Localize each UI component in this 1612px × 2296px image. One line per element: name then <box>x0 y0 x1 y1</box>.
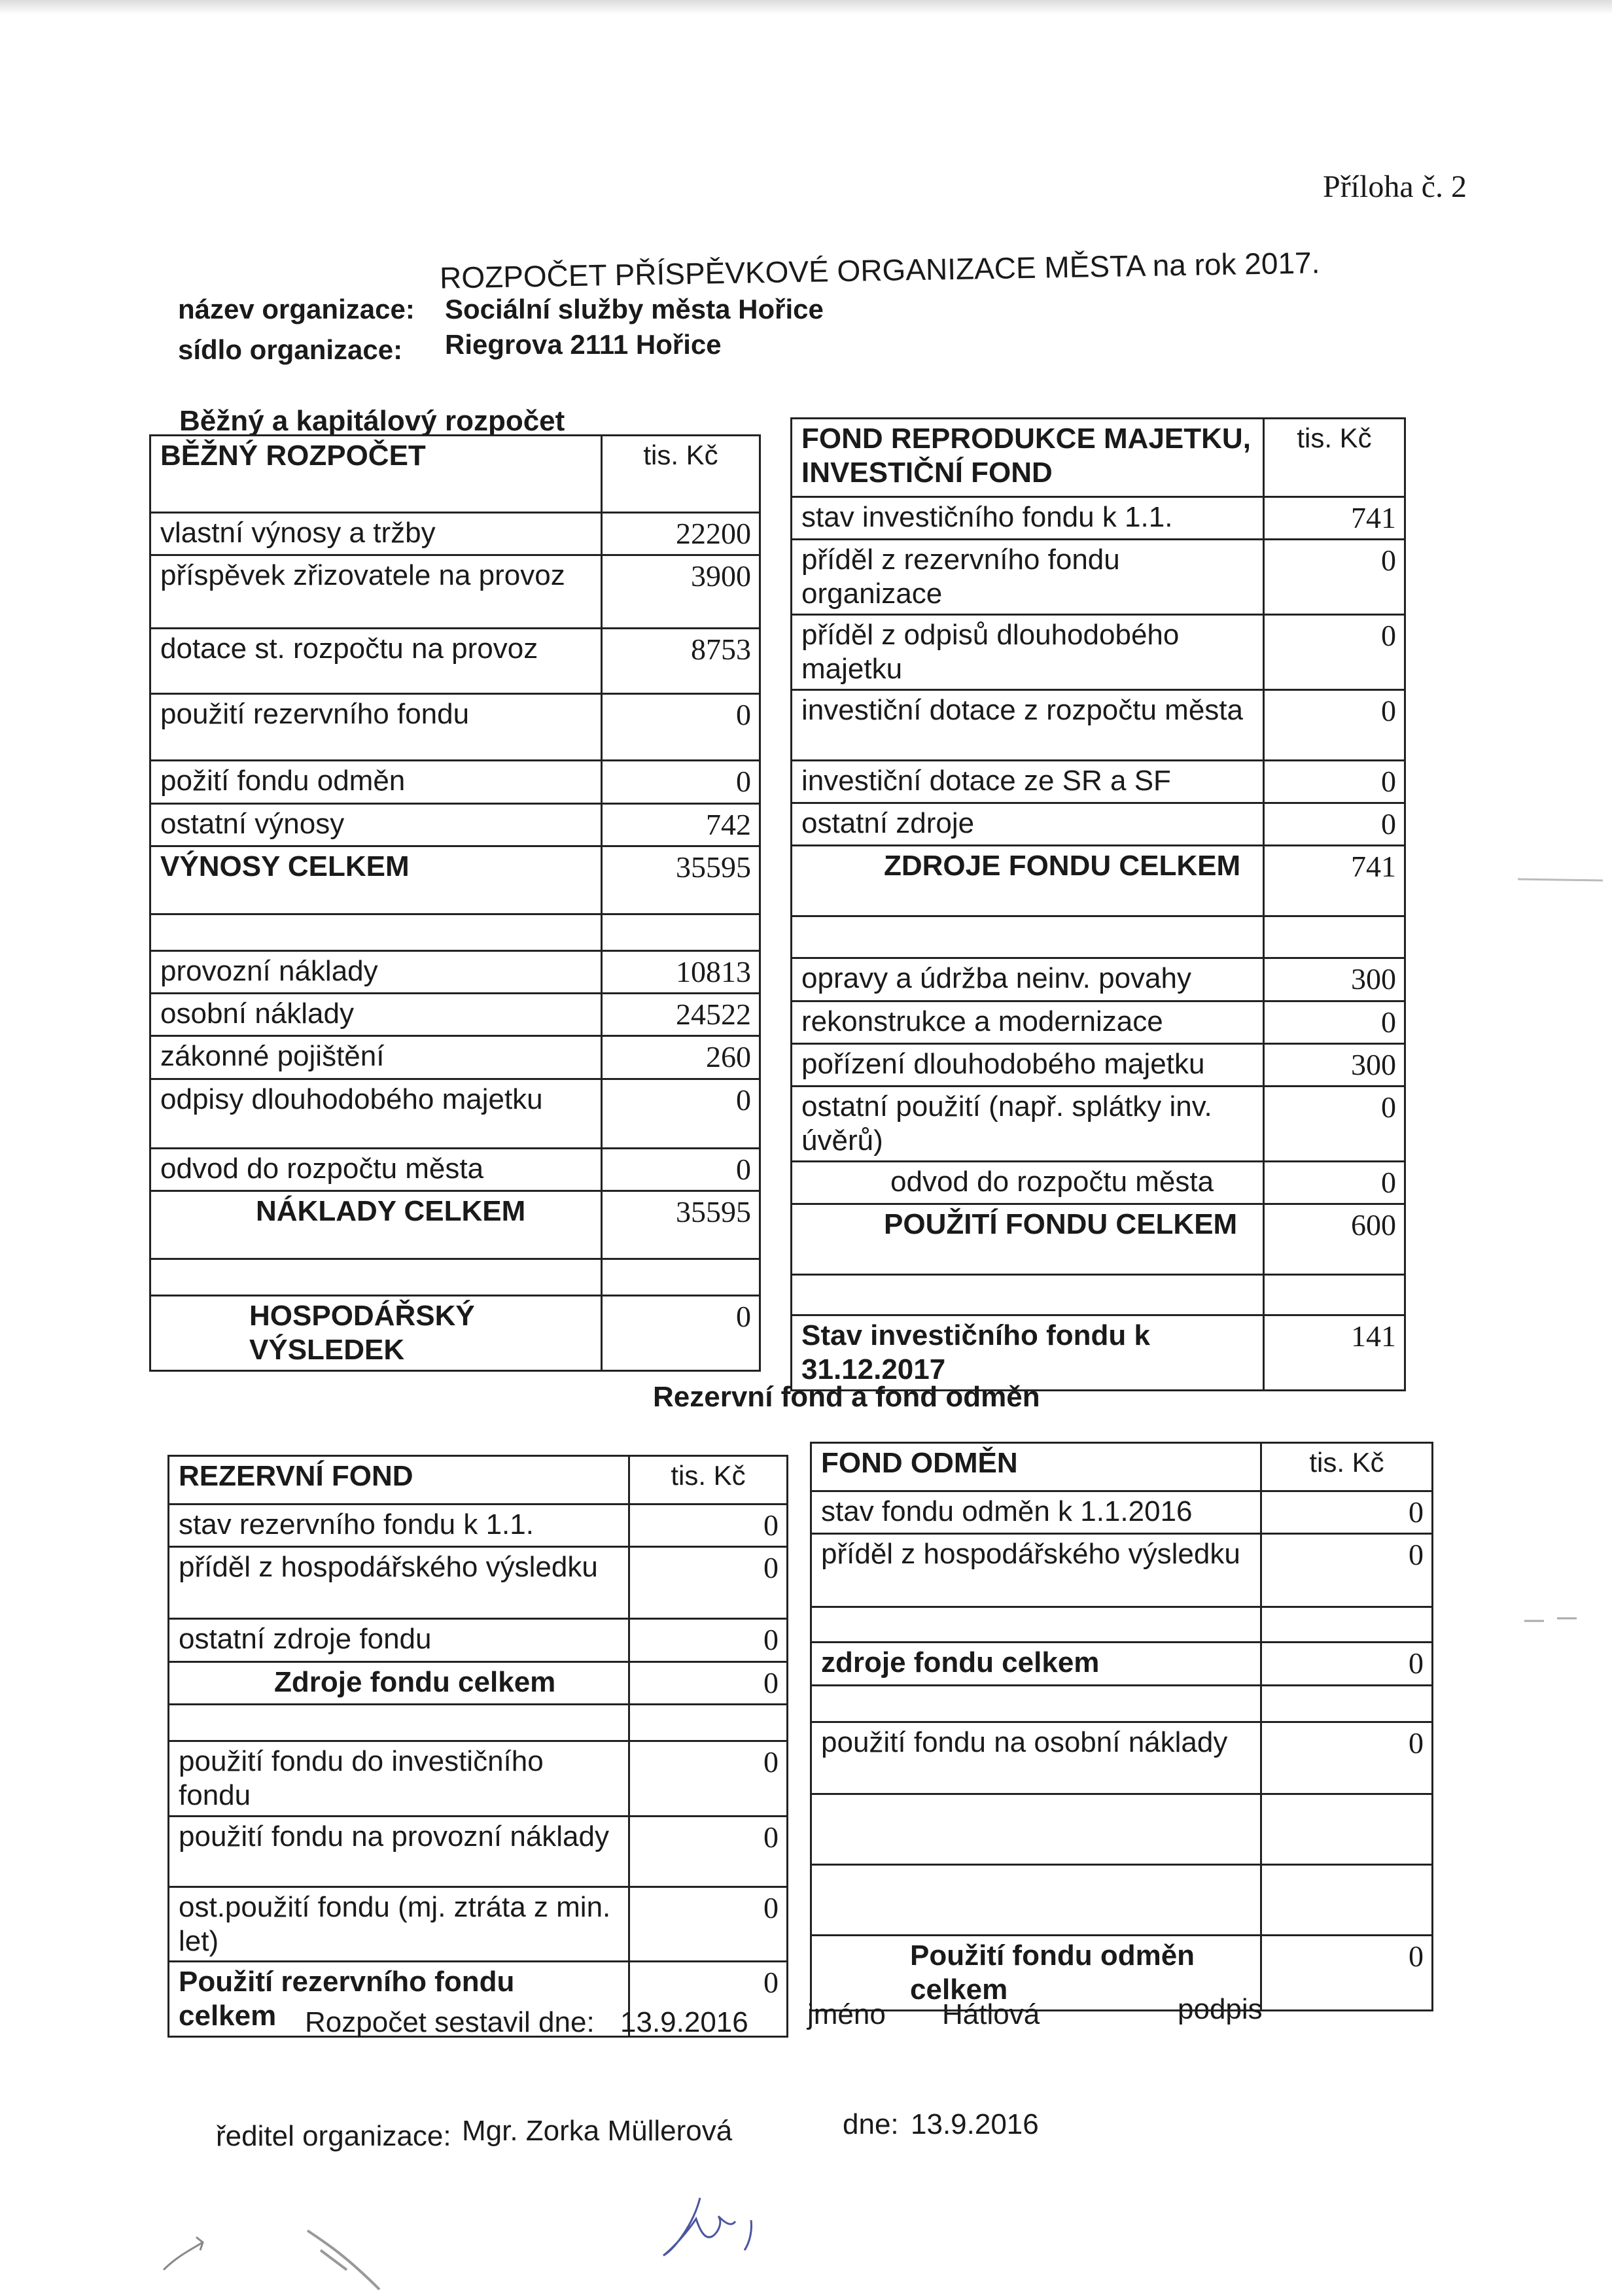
signature-label: podpis <box>1178 1993 1263 2025</box>
fund-row-label: ostatní zdroje <box>792 803 1264 846</box>
bonus-row-empty <box>811 1865 1261 1936</box>
budget-row-label: odpisy dlouhodobého majetku <box>150 1079 602 1148</box>
investment-fund-table <box>790 417 1406 1391</box>
scan-artifact <box>301 2224 393 2296</box>
reserve-row-empty <box>169 1704 629 1741</box>
budget-header: BĚŽNÝ ROZPOČET <box>150 436 602 513</box>
economic-result-value: 0 <box>602 1295 760 1370</box>
unit-header: tis. Kč <box>629 1456 788 1505</box>
budget-row-value: 22200 <box>602 513 760 555</box>
reserve-sources-total-label: Zdroje fondu celkem <box>169 1661 629 1704</box>
reserve-fund-header: REZERVNÍ FOND <box>169 1456 629 1505</box>
budget-row-value: 10813 <box>602 950 760 993</box>
budget-row-label: osobní náklady <box>150 994 602 1036</box>
investment-fund-header: FOND REPRODUKCE MAJETKU, INVESTIČNÍ FOND <box>792 419 1264 497</box>
unit-header: tis. Kč <box>1261 1443 1433 1491</box>
compiled-date: 13.9.2016 <box>620 2006 748 2038</box>
budget-row-value: 24522 <box>602 994 760 1036</box>
budget-row-label: provozní náklady <box>150 950 602 993</box>
org-seat-value: Riegrova 2111 Hořice <box>445 329 722 360</box>
budget-row-empty <box>150 914 602 950</box>
fund-end-balance-label: Stav investičního fondu k 31.12.2017 <box>792 1315 1264 1391</box>
unit-header: tis. Kč <box>1264 419 1405 497</box>
economic-result-label: HOSPODÁŘSKÝ VÝSLEDEK <box>150 1295 602 1370</box>
reserve-row-value: 0 <box>629 1619 788 1661</box>
scan-edge <box>0 0 1612 14</box>
reserve-row-label: příděl z hospodářského výsledku <box>169 1547 629 1619</box>
costs-total-value: 35595 <box>602 1191 760 1259</box>
budget-row-label: použití rezervního fondu <box>150 694 602 761</box>
reserve-row-label: stav rezervního fondu k 1.1. <box>169 1505 629 1547</box>
fund-usage-total-value: 600 <box>1264 1204 1405 1275</box>
reserve-row-value: 0 <box>629 1741 788 1816</box>
attachment-label: Příloha č. 2 <box>1323 169 1467 204</box>
scan-artifact <box>1505 870 1609 890</box>
budget-row-value: 8753 <box>602 629 760 694</box>
budget-row-value: 0 <box>602 761 760 803</box>
fund-row-empty <box>792 1275 1264 1315</box>
budget-row-value: 3900 <box>602 555 760 629</box>
bonus-usage-total-value: 0 <box>1261 1936 1433 2011</box>
compiler-name-value: Hátlová <box>942 1998 1040 2030</box>
budget-row-value: 0 <box>602 694 760 761</box>
reserve-row-value: 0 <box>629 1816 788 1887</box>
bonus-row-empty <box>811 1607 1261 1643</box>
reserve-row-value: 0 <box>629 1505 788 1547</box>
revenue-total-value: 35595 <box>602 846 760 914</box>
fund-row-label: odvod do rozpočtu města <box>792 1162 1264 1204</box>
date-value: 13.9.2016 <box>911 2108 1039 2140</box>
section-title-reserve: Rezervní fond a fond odměn <box>653 1381 1040 1413</box>
fund-row-value: 0 <box>1264 1087 1405 1162</box>
fund-end-balance-value: 141 <box>1264 1315 1405 1391</box>
budget-row-label: odvod do rozpočtu města <box>150 1148 602 1191</box>
bonus-sources-total-value: 0 <box>1261 1643 1433 1686</box>
fund-row-value: 0 <box>1264 689 1405 760</box>
fund-row-label: rekonstrukce a modernizace <box>792 1001 1264 1043</box>
fund-usage-total-label: POUŽITÍ FONDU CELKEM <box>792 1204 1264 1275</box>
fund-row-value: 0 <box>1264 615 1405 690</box>
budget-row-label: příspěvek zřizovatele na provoz <box>150 555 602 629</box>
fund-row-label: příděl z odpisů dlouhodobého majetku <box>792 615 1264 690</box>
fund-row-label: investiční dotace z rozpočtu města <box>792 689 1264 760</box>
bonus-row-value: 0 <box>1261 1722 1433 1794</box>
org-name-label: název organizace: <box>178 294 415 324</box>
reserve-fund-table <box>167 1455 788 2038</box>
fund-row-label: investiční dotace ze SR a SF <box>792 760 1264 803</box>
budget-row-label: vlastní výnosy a tržby <box>150 513 602 555</box>
reserve-row-label: ostatní zdroje fondu <box>169 1619 629 1661</box>
reserve-row-label: použití fondu na provozní náklady <box>169 1816 629 1887</box>
bonus-row-empty <box>811 1794 1261 1865</box>
reserve-usage-total-label: Použití rezervního fondu celkem <box>169 1962 629 2037</box>
scan-artifact <box>157 2224 249 2276</box>
reserve-row-label: použití fondu do investičního fondu <box>169 1741 629 1816</box>
fund-row-value: 741 <box>1264 497 1405 540</box>
date-label: dne: <box>843 2108 899 2140</box>
budget-row-value: 260 <box>602 1036 760 1079</box>
bonus-fund-header: FOND ODMĚN <box>811 1443 1261 1491</box>
budget-row-value: 0 <box>602 1079 760 1148</box>
page-title: ROZPOČET PŘÍSPĚVKOVÉ ORGANIZACE MĚSTA na rok 2017. <box>439 245 1320 295</box>
budget-row-label: ostatní výnosy <box>150 803 602 846</box>
budget-row-label: dotace st. rozpočtu na provoz <box>150 629 602 694</box>
handwritten-signature <box>654 2185 785 2270</box>
reserve-sources-total-value: 0 <box>629 1661 788 1704</box>
bonus-sources-total-label: zdroje fondu celkem <box>811 1643 1261 1686</box>
section-title-budget: Běžný a kapitálový rozpočet <box>179 405 565 437</box>
costs-total-label: NÁKLADY CELKEM <box>150 1191 602 1259</box>
scan-artifact <box>1505 1609 1596 1635</box>
fund-row-value: 0 <box>1264 1001 1405 1043</box>
fund-row-value: 0 <box>1264 760 1405 803</box>
bonus-row-empty <box>811 1686 1261 1722</box>
budget-row-label: zákonné pojištění <box>150 1036 602 1079</box>
bonus-fund-table <box>810 1442 1433 2011</box>
fund-row-value: 300 <box>1264 958 1405 1001</box>
org-name-value: Sociální služby města Hořice <box>445 294 824 324</box>
bonus-row-label: použití fondu na osobní náklady <box>811 1722 1261 1794</box>
org-seat-label: sídlo organizace: <box>178 334 403 365</box>
fund-row-empty <box>792 916 1264 958</box>
budget-row-value: 0 <box>602 1148 760 1191</box>
fund-row-value: 0 <box>1264 1162 1405 1204</box>
budget-row-empty <box>150 1259 602 1295</box>
fund-row-label: ostatní použití (např. splátky inv. úvěrů) <box>792 1087 1264 1162</box>
bonus-row-value: 0 <box>1261 1491 1433 1534</box>
unit-header: tis. Kč <box>602 436 760 513</box>
fund-row-label: opravy a údržba neinv. povahy <box>792 958 1264 1001</box>
director-label: ředitel organizace: <box>216 2120 451 2152</box>
fund-sources-total-value: 741 <box>1264 846 1405 916</box>
fund-row-label: příděl z rezervního fondu organizace <box>792 540 1264 615</box>
budget-table <box>149 434 761 1372</box>
compiler-name-label: jméno <box>807 1998 886 2030</box>
director-name: Mgr. Zorka Müllerová <box>462 2115 733 2147</box>
bonus-row-value: 0 <box>1261 1534 1433 1607</box>
reserve-row-value: 0 <box>629 1547 788 1619</box>
compiled-label: Rozpočet sestavil dne: <box>305 2006 595 2038</box>
budget-row-label: požití fondu odměn <box>150 761 602 803</box>
fund-row-label: stav investičního fondu k 1.1. <box>792 497 1264 540</box>
fund-row-value: 0 <box>1264 803 1405 846</box>
fund-row-value: 300 <box>1264 1043 1405 1086</box>
reserve-row-label: ost.použití fondu (mj. ztráta z min. let) <box>169 1887 629 1962</box>
reserve-row-value: 0 <box>629 1887 788 1962</box>
bonus-row-label: stav fondu odměn k 1.1.2016 <box>811 1491 1261 1534</box>
bonus-usage-total-label: Použití fondu odměn celkem <box>811 1936 1261 2011</box>
revenue-total-label: VÝNOSY CELKEM <box>150 846 602 914</box>
reserve-usage-total-value: 0 <box>629 1962 788 2037</box>
budget-row-value: 742 <box>602 803 760 846</box>
fund-row-label: pořízení dlouhodobého majetku <box>792 1043 1264 1086</box>
fund-sources-total-label: ZDROJE FONDU CELKEM <box>792 846 1264 916</box>
bonus-row-label: příděl z hospodářského výsledku <box>811 1534 1261 1607</box>
fund-row-value: 0 <box>1264 540 1405 615</box>
